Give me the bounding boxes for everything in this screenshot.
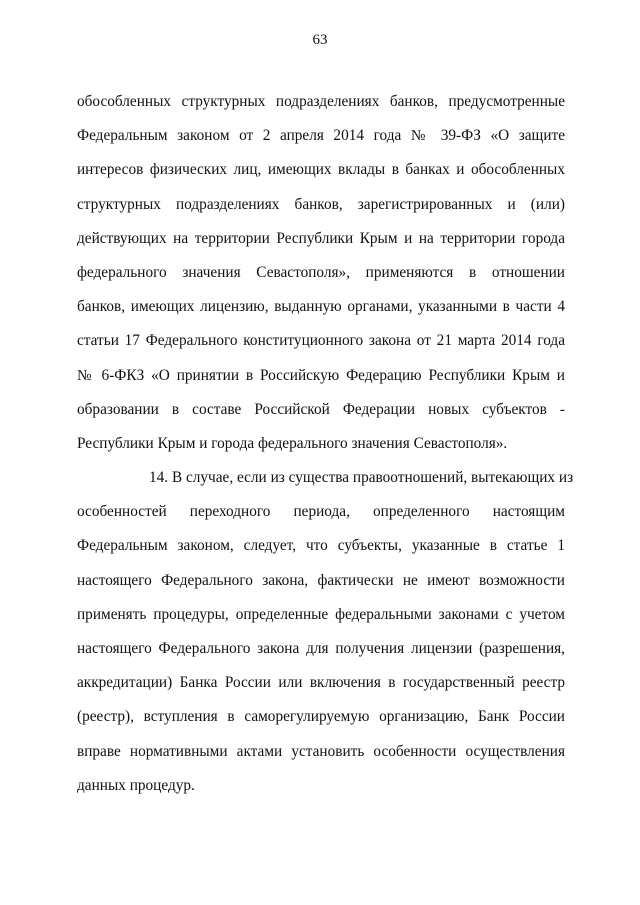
text-line: интересов физических лиц, имеющих вклады в банках и обособленных xyxy=(77,161,565,179)
text-line: 14. В случае, если из существа правоотношений, вытекающих из xyxy=(149,469,574,487)
text-line: Республики Крым и города федерального значения Севастополя». xyxy=(77,434,508,452)
text-line: обособленных структурных подразделениях банков, предусмотренные xyxy=(77,93,565,110)
text-line: № 6-ФКЗ «О принятии в Российскую Федерацию Республики Крым и xyxy=(77,366,565,384)
text-line: настоящего Федерального закона для получения лицензии (разрешения, xyxy=(77,640,565,657)
text-line: банков, имеющих лицензию, выданную органами, указанными в части 4 xyxy=(77,298,565,316)
text-line: применять процедуры, определенные федеральными законами с учетом xyxy=(77,605,565,623)
text-line: Федеральным законом, следует, что субъекты, указанные в статье 1 xyxy=(77,537,565,555)
text-line: структурных подразделениях банков, зарегистрированных и (или) xyxy=(77,195,565,213)
paragraph-continuation xyxy=(77,89,565,465)
text-line: действующих на территории Республики Крым и на территории города xyxy=(77,229,565,247)
text-line: (реестр), вступления в саморегулируемую организацию, Банк России xyxy=(77,708,565,726)
page-number: 63 xyxy=(312,32,328,48)
text-line: статьи 17 Федерального конституционного закона от 21 марта 2014 года xyxy=(77,332,565,350)
text-line: аккредитации) Банка России или включения в государственный реестр xyxy=(77,674,565,692)
text-line: особенностей переходного периода, определенного настоящим xyxy=(77,503,565,521)
text-line: Федеральным законом от 2 апреля 2014 года № 39-ФЗ «О защите xyxy=(77,127,565,145)
document-body xyxy=(77,89,574,807)
text-line: данных процедур. xyxy=(77,776,195,794)
text-line: вправе нормативными актами установить особенности осуществления xyxy=(77,742,565,760)
text-line: образовании в составе Российской Федерации новых субъектов - xyxy=(77,400,565,418)
paragraph-14 xyxy=(77,465,574,807)
text-line: настоящего Федерального закона, фактически не имеют возможности xyxy=(77,571,565,589)
text-line: федерального значения Севастополя», применяются в отношении xyxy=(77,263,565,281)
